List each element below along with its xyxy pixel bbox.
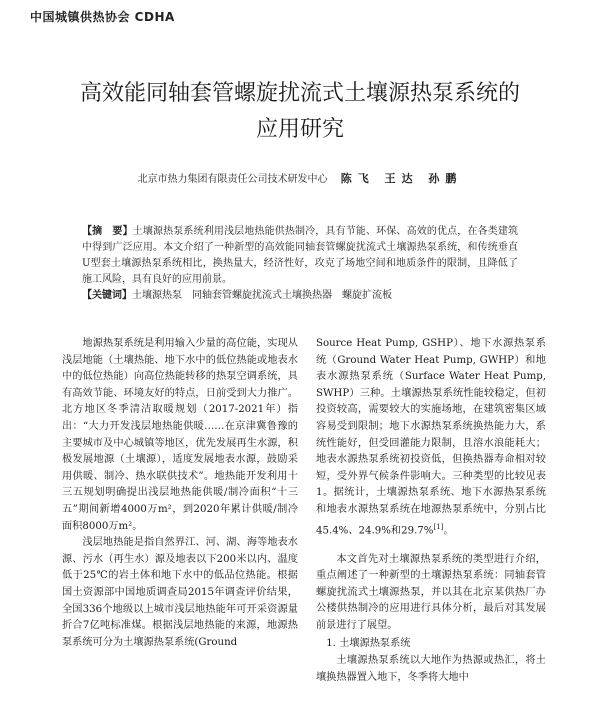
author-block — [60, 170, 540, 186]
author-names: 陈飞 王达 孙鹏 — [340, 172, 463, 185]
title-line-2: 应用研究 — [255, 117, 344, 142]
body-paragraph — [316, 336, 546, 540]
journal-header: 中国城镇供热协会 CDHA — [30, 10, 175, 24]
body-paragraph: 土壤源热泵系统以大地作为热源或热汇，将土壤换热器置入地下，冬季将大地中 — [316, 655, 546, 683]
title-line-1: 高效能同轴套管螺旋扰流式土壤源热泵系统的 — [79, 81, 520, 106]
abstract-text: 土壤源热泵系统利用浅层地热能供热制冷，具有节能、环保、高效的优点，在各类建筑中得到广泛应用。本文介绍了一种新型的高效能同轴套管螺旋扰流式土壤源热泵系统，和传统垂直U型套土壤源热泵系统相比，换热量大，经济性好，攻克了场地空间和地质条件的限制，且降低了施工风险，具有良好的应用前景。 — [82, 226, 519, 285]
citation-ref: [1] — [433, 522, 444, 531]
keywords-label: 【关键词】 — [82, 290, 132, 301]
body-paragraph: 浅层地热能是指自然界江、河、湖、海等地表水源、污水（再生水）源及地表以下200米以内、温度低于25℃的岩土体和地下水中的低品位热能。根据国土资源部中国地质调查局2015年调查评价结果，全国336个地级以上城市浅层地热能年可开采资源量折合7亿吨标准煤。根据浅层地热能的来源，地源热泵系统可分为土壤源热泵系统(Ground — [62, 537, 298, 648]
abstract-paragraph — [82, 224, 518, 288]
body-text-end: 。 — [443, 524, 454, 536]
abstract-label: 【摘 要】 — [82, 226, 133, 237]
abstract-block — [82, 224, 518, 304]
section-heading: 1. 土壤源热泵系统 — [326, 638, 411, 650]
body-column-left — [62, 336, 298, 651]
keywords-paragraph — [82, 288, 518, 304]
paper-title — [40, 76, 560, 148]
body-paragraph: 地源热泵系统是利用输入少量的高位能，实现从浅层地能（土壤热能、地下水中的低位热能或地表水中的低位热能）向高位热能转移的热泵空调系统，具有高效节能、环境友好的特点，日前受到大力推广。北方地区冬季清洁取暖规划（2017-2021年）指出：“大力开发浅层地热能供暖……在京津冀鲁豫的主要城市及中心城镇等地区，优先发展再生水源，积极发展地源（土壤源），适度发展地表水源，鼓励采用供暖、制冷、热水联供技术”。地热能开发利用十三五规划明确提出浅层地热能供暖/制冷面积“十三五”期间新增4000万m²，到2020年累计供暖/制冷面积8000万m²。 — [62, 338, 298, 532]
body-column-right — [316, 336, 546, 686]
body-text: Source Heat Pump, GSHP）、地下水源热泵系统（Ground Water Heat Pump, GWHP）和地表水源热泵系统（Surface Water Heat Pump, SWHP）三种。土壤源热泵系统性能较稳定，但初投资较高，需要较大的实施场地，在建筑密集区域容易受到限制；地下水源热泵系统换热能力大，系统性能好，但受回灌能力限制，且溶水浪能耗大；地表水源热泵系统初投资低，但换热器寿命相对较短，受外界气候条件影响大。三种类型的比较见表1。据统计，土壤源热泵系统、地下水源热泵系统和地表水源热泵系统在地源热泵系统中，分别占比45.4%、24.9%和29.7% — [316, 338, 546, 536]
affiliation: 北京市热力集团有限责任公司技术研发中心 — [137, 174, 328, 185]
body-paragraph: 本文首先对土壤源热泵系统的类型进行介绍，重点阐述了一种新型的土壤源热泵系统：同轴套管螺旋扰流式土壤源热泵，并以其在北京某供热厂办公楼供热制冷的应用进行具体分析，最后对其发展前景进行了展望。 — [316, 553, 546, 631]
keywords-text: 土壤源热泵 同轴套管螺旋扰流式土壤换热器 螺旋扩流板 — [132, 290, 392, 301]
